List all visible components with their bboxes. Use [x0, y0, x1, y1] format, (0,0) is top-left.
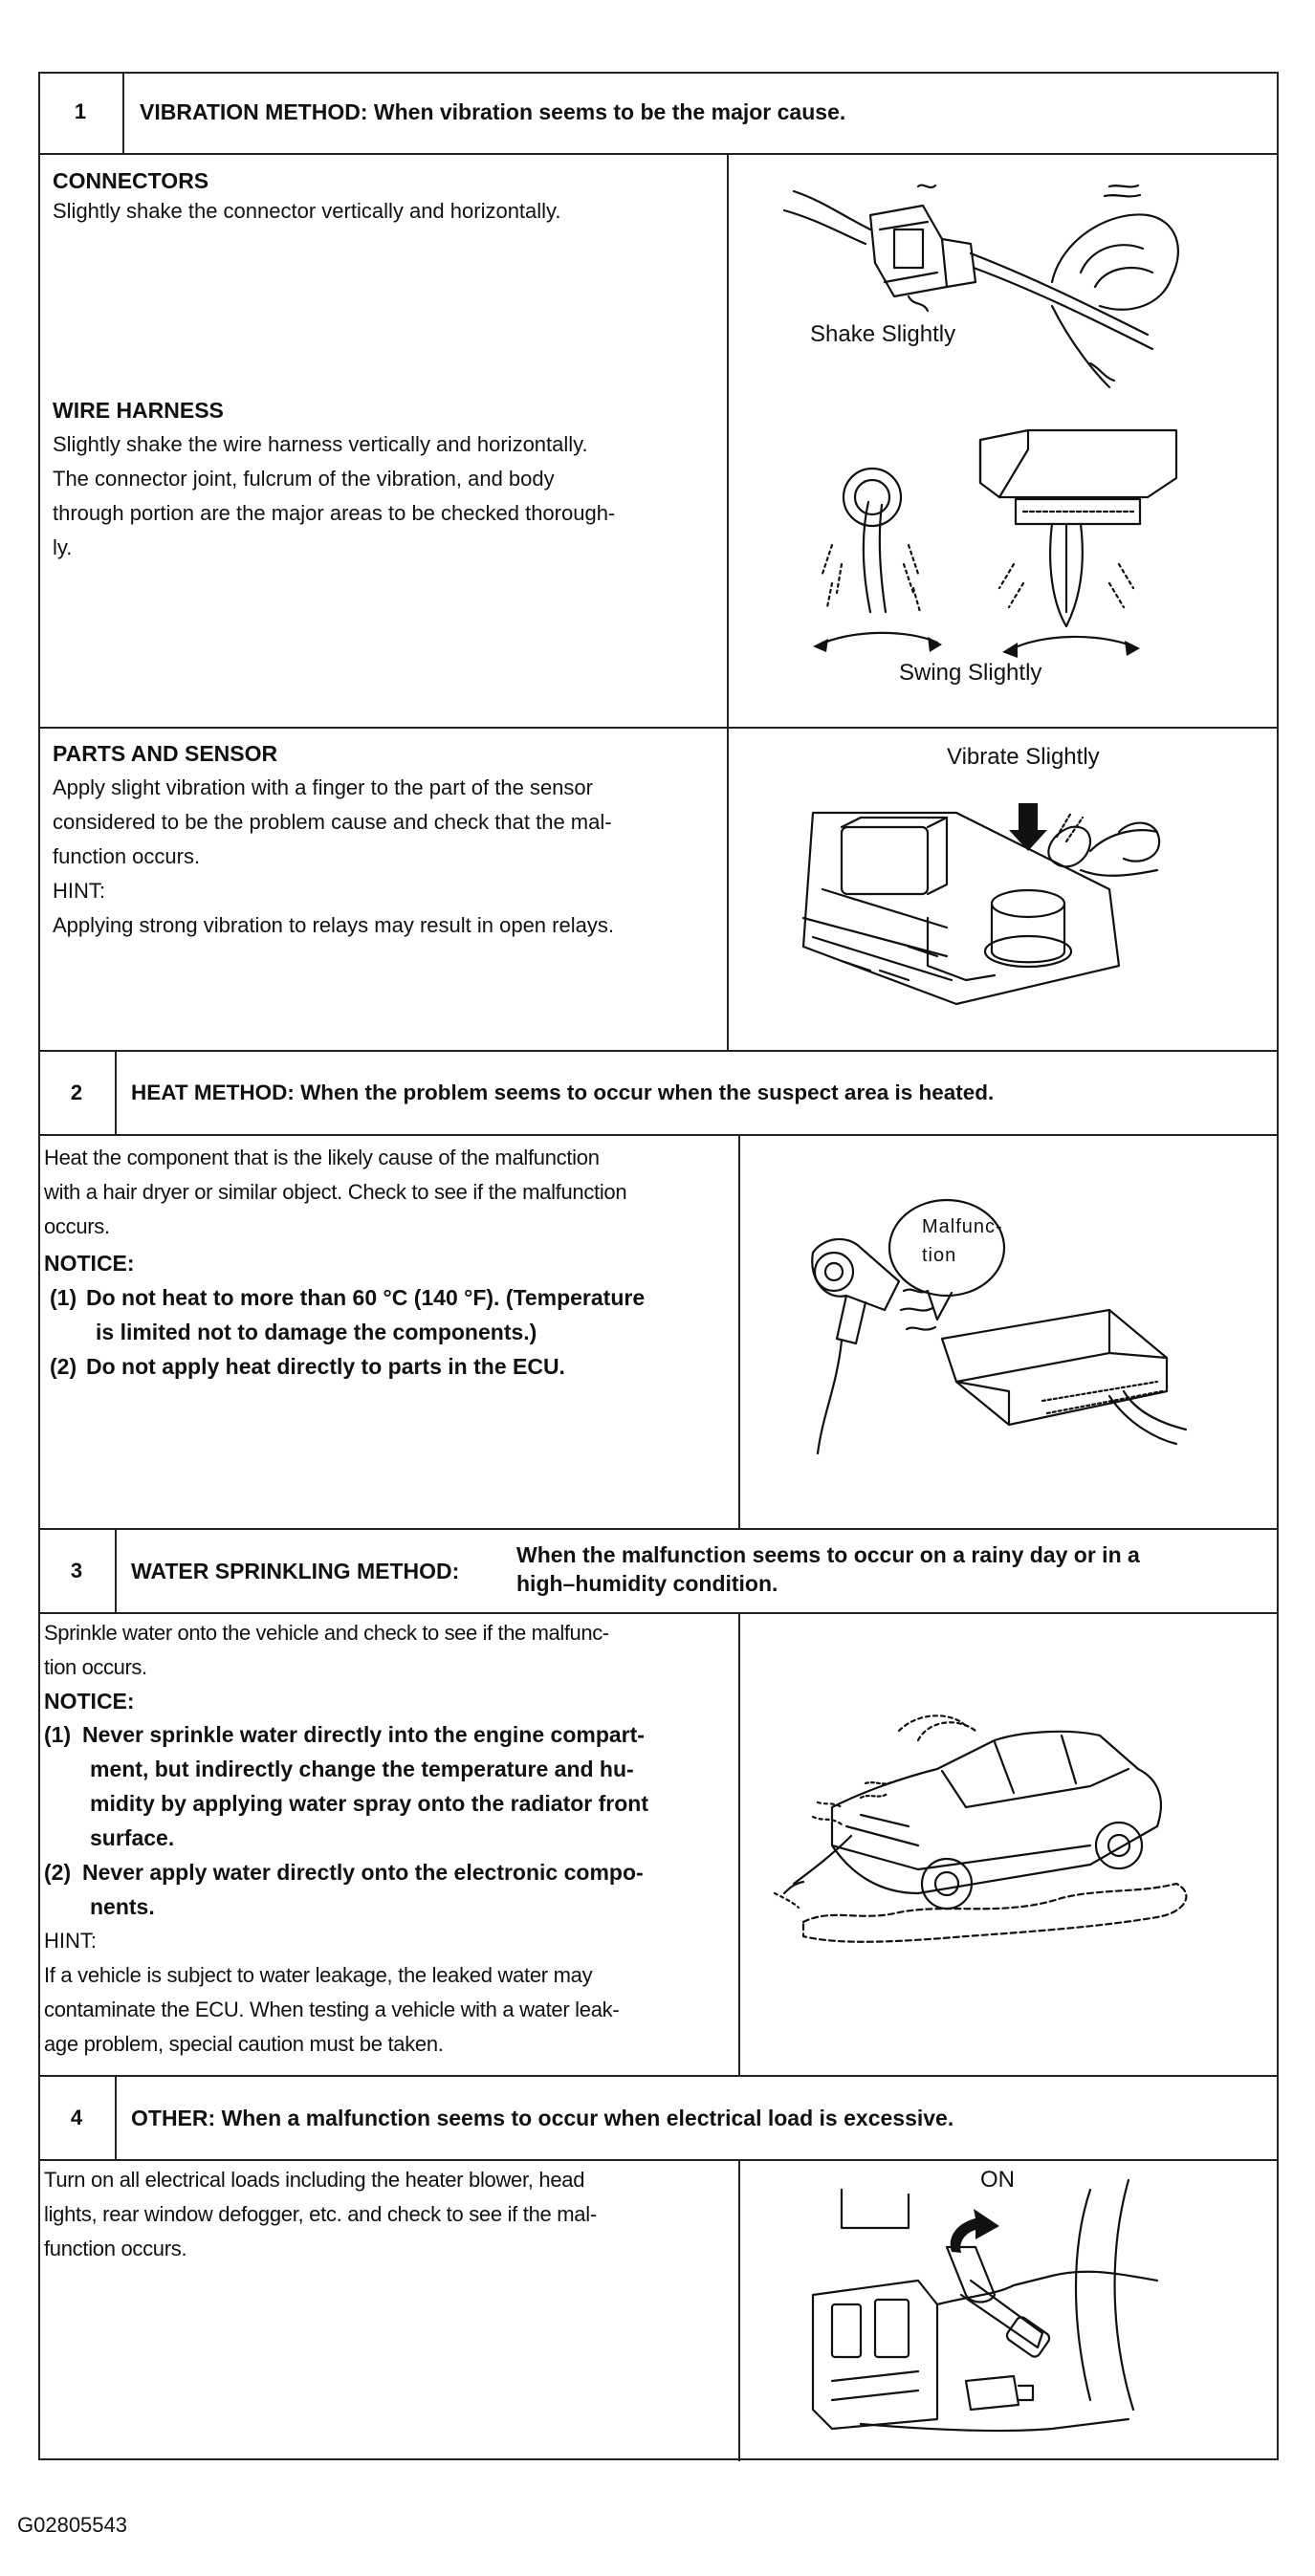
section-title: OTHER: When a malfunction seems to occur when electrical load is excessive. — [131, 2106, 954, 2130]
section-number: 4 — [70, 2106, 83, 2129]
section-number: 2 — [70, 1081, 83, 1104]
list-label: (1) — [50, 1285, 77, 1310]
wire-harness-swing-figure — [794, 421, 1195, 674]
text-line: contaminate the ECU. When testing a vehicle with a water leak- — [44, 1997, 620, 2021]
connectors-block — [53, 168, 717, 229]
text-line: with a hair dryer or similar object. Check to see if the malfunction — [44, 1180, 627, 1204]
parts-sensor-title: PARTS AND SENSOR — [53, 741, 278, 766]
text-line: is limited not to damage the components.) — [96, 1320, 537, 1344]
heat-notice-1 — [50, 1280, 733, 1349]
other-text-block — [44, 2163, 733, 2266]
heat-notice-label: NOTICE: — [44, 1251, 135, 1276]
hint-label: HINT: — [53, 879, 105, 903]
text-line: function occurs. — [44, 2237, 187, 2260]
figure-id: G02805543 — [17, 2513, 127, 2537]
wire-harness-title: WIRE HARNESS — [53, 398, 224, 423]
text-line: If a vehicle is subject to water leakage, the leaked water may — [44, 1963, 593, 1987]
connectors-text: Slightly shake the connector vertically and horizontally. — [53, 199, 561, 223]
parts-sensor-block — [53, 741, 722, 943]
swing-slightly-label: Swing Slightly — [899, 660, 1042, 686]
vibrate-slightly-label: Vibrate Slightly — [947, 744, 1100, 770]
text-line: nents. — [90, 1894, 155, 1919]
connector-shake-figure — [765, 172, 1186, 402]
section-title: VIBRATION METHOD: When vibration seems to be the major cause. — [140, 99, 846, 124]
water-notice-2 — [44, 1855, 733, 1924]
malfunction-bubble — [922, 1212, 1003, 1270]
text-line: midity by applying water spray onto the radiator front — [90, 1791, 649, 1816]
text-line: Apply slight vibration with a finger to the part of the sensor — [53, 775, 593, 799]
text-line: function occurs. — [53, 844, 201, 868]
on-label: ON — [980, 2167, 1015, 2193]
text-line: Turn on all electrical loads including the heater blower, head — [44, 2168, 585, 2192]
bubble-text: tion — [922, 1245, 957, 1266]
section-title: HEAT METHOD: When the problem seems to occur when the suspect area is heated. — [131, 1081, 995, 1104]
list-label: (1) — [44, 1722, 72, 1747]
water-notice-1 — [44, 1717, 733, 1855]
section-number: 1 — [74, 99, 87, 123]
text-line: ment, but indirectly change the temperature and hu- — [90, 1757, 634, 1781]
relay-vibrate-figure — [803, 775, 1167, 1014]
water-text-block — [44, 1616, 733, 2062]
text-line: Do not heat to more than 60 °C (140 °F). (Temperature — [86, 1285, 646, 1310]
water-notice-label: NOTICE: — [44, 1689, 135, 1714]
connectors-title: CONNECTORS — [53, 168, 209, 193]
text-line: surface. — [90, 1825, 175, 1850]
text-line: Sprinkle water onto the vehicle and check to see if the malfunc- — [44, 1621, 609, 1645]
list-label: (2) — [50, 1354, 77, 1379]
heat-text-block — [44, 1141, 733, 1384]
title-line: high–humidity condition. — [516, 1571, 778, 1596]
list-label: (2) — [44, 1860, 72, 1885]
wire-harness-block — [53, 398, 722, 565]
bubble-text: Malfunc- — [922, 1216, 1003, 1237]
text-line: lights, rear window defogger, etc. and check to see if the mal- — [44, 2202, 597, 2226]
text-line: occurs. — [44, 1214, 110, 1238]
section-number: 3 — [70, 1559, 83, 1583]
light-switch-on-figure — [803, 2171, 1186, 2448]
text-line: Never sprinkle water directly into the engine compart- — [82, 1722, 645, 1747]
water-sprinkle-car-figure — [775, 1702, 1205, 1951]
text-line: ly. — [53, 535, 73, 559]
shake-slightly-label: Shake Slightly — [810, 321, 956, 347]
water-hint-label: HINT: — [44, 1929, 97, 1953]
text-line: tion occurs. — [44, 1655, 147, 1679]
hint-text: Applying strong vibration to relays may result in open relays. — [53, 913, 614, 937]
text-line: The connector joint, fulcrum of the vibration, and body — [53, 467, 555, 491]
text-line: Never apply water directly onto the electronic compo- — [82, 1860, 644, 1885]
text-line: considered to be the problem cause and check that the mal- — [53, 810, 612, 834]
text-line: Do not apply heat directly to parts in the ECU. — [86, 1354, 565, 1379]
parts-sensor-text — [53, 771, 722, 943]
section-title-condition — [516, 1540, 1140, 1598]
section-title-lead: WATER SPRINKLING METHOD: — [131, 1559, 460, 1583]
text-line: through portion are the major areas to be checked thorough- — [53, 501, 616, 525]
text-line: age problem, special caution must be taken. — [44, 2032, 444, 2056]
title-line: When the malfunction seems to occur on a rainy day or in a — [516, 1542, 1140, 1567]
text-line: Heat the component that is the likely cause of the malfunction — [44, 1146, 600, 1169]
heat-notice-2 — [50, 1349, 733, 1384]
text-line: Slightly shake the wire harness vertically and horizontally. — [53, 432, 588, 456]
wire-harness-text — [53, 427, 722, 565]
